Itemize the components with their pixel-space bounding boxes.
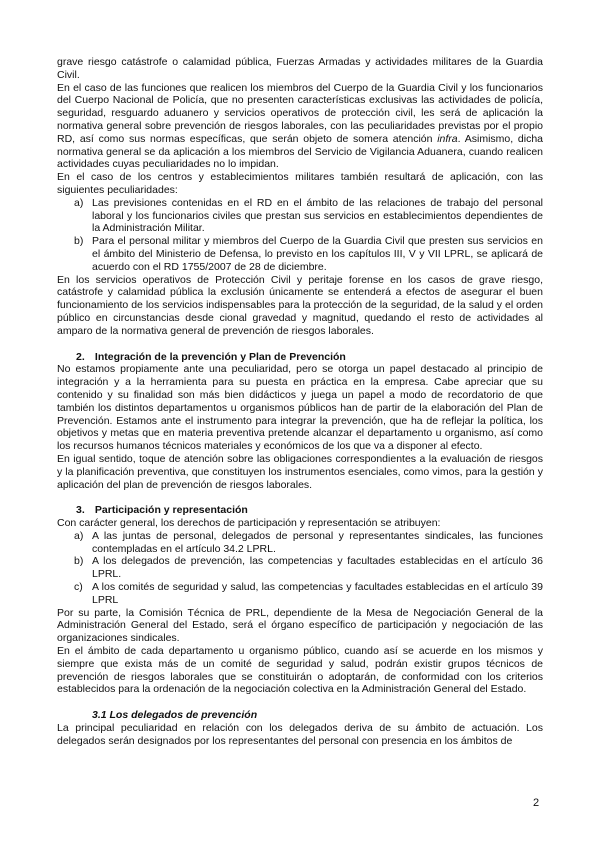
section-3-paragraph-1: Con carácter general, los derechos de participación y representación se atribuyen: <box>57 517 441 530</box>
section-3-paragraph-3: En el ámbito de cada departamento u organismo público, cuando así se acuerde en los mismos y siempre que exista más de un comité de seguridad y salud, podrán existir grupos técnicos de prevención de riesgos laborales que se constituirán o adoptarán, de conformidad con los criterios establecidos para la ordenación de la negociación colectiva en la Administración General del Estado. <box>57 645 543 696</box>
intro-paragraph-2: En el caso de las funciones que realicen los miembros del Cuerpo de la Guardia Civil y los funcionarios del Cuerpo Nacional de Policía, que no presenten características exclusivas las actividades de policía, seguridad, resguardo aduanero y servicios operativos de protección civil, les será de aplicación la normativa general sobre prevención de riesgos laborales, con las peculiaridades previstas por el propio RD, así como sus normas específicas, que serán objeto de somera atención infra. Asimismo, dicha normativa general se da aplicación a los miembros del Servicio de Vigilancia Aduanera, cuando realicen actividades cuyas peculiaridades no lo impidan. <box>57 81 543 171</box>
section-3-heading: 3. Participación y representación <box>76 504 248 517</box>
page-body <box>57 56 543 748</box>
list-item: a) A las juntas de personal, delegados de personal y representantes sindicales, las funciones contempladas en el artículo 34.2 LPRL. <box>74 529 543 555</box>
section-2-heading: 2. Integración de la prevención y Plan de Prevención <box>76 350 346 363</box>
subsection-3-1-heading: 3.1 Los delegados de prevención <box>92 709 258 722</box>
intro-paragraph-1: grave riesgo catástrofe o calamidad pública, Fuerzas Armadas y actividades militares de la Guardia Civil. <box>57 56 543 81</box>
subsection-3-1-paragraph-1: La principal peculiaridad en relación con los delegados deriva de su ámbito de actuación. Los delegados serán designados por los representantes del personal con presencia en los ámbitos de <box>57 722 543 747</box>
section-3-paragraph-2: Por su parte, la Comisión Técnica de PRL, dependiente de la Mesa de Negociación General de la Administración General del Estado, será el órgano específico de participación y negociación de las organizaciones sindicales. <box>57 606 543 645</box>
military-peculiarities-list <box>57 197 543 274</box>
list-item: c) A los comités de seguridad y salud, las competencias y facultades establecidas en el artículo 39 LPRL <box>74 581 543 606</box>
intro-paragraph-3: En el caso de los centros y establecimientos militares también resultará de aplicación, con las siguientes peculiaridades: <box>57 171 543 196</box>
section-2-paragraph-2: En igual sentido, toque de atención sobre las obligaciones correspondientes a la evaluación de riesgos y la planificación preventiva, que constituyen los instrumentos esenciales, como vimos, para la gestión y aplicación del plan de prevención de riesgos laborales. <box>57 452 543 491</box>
participation-rights-list <box>57 530 543 607</box>
list-item: a) Las previsiones contenidas en el RD en el ámbito de las relaciones de trabajo del personal laboral y los funcionarios civiles que prestan sus servicios en establecimientos dependientes de la Administración Militar. <box>74 196 543 235</box>
section-2-paragraph-1: No estamos propiamente ante una peculiaridad, pero se otorga un papel destacado al principio de integración y a la herramienta para su puesta en práctica en la empresa. Cabe apreciar que su contenido y su finalidad son más bien didácticos y juega un papel a modo de recordatorio de que también los distintos departamentos u organismos públicos han de partir de la elaboración del Plan de Prevención. Estamos ante el instrumento para integrar la prevención, que ha de reflejar la política, los objetivos y metas que en materia preventiva pretende alcanzar el departamento u organismo, así como los recursos humanos técnicos materiales y económicos de los que va a disponer al efecto. <box>57 363 543 453</box>
page-number: 2 <box>533 797 540 809</box>
list-item: b) A los delegados de prevención, las competencias y facultades establecidas en el artículo 36 LPRL. <box>74 555 543 581</box>
list-item: b) Para el personal militar y miembros del Cuerpo de la Guardia Civil que presten sus servicios en el ámbito del Ministerio de Defensa, lo previsto en los capítulos III, V y VII LPRL, se aplicará de acuerdo con el RD 1755/2007 de 28 de diciembre. <box>74 235 543 273</box>
intro-paragraph-4: En los servicios operativos de Protección Civil y peritaje forense en los casos de grave riesgo, catástrofe y calamidad pública la exclusión únicamente se entenderá a efectos de asegurar el buen funcionamiento de los servicios indispensables para la protección de la seguridad, de la salud y el orden público en circunstancias desde cional gravedad y magnitud, quedando el resto de actividades al amparo de la normativa general de prevención de riesgos laborales. <box>57 273 543 337</box>
